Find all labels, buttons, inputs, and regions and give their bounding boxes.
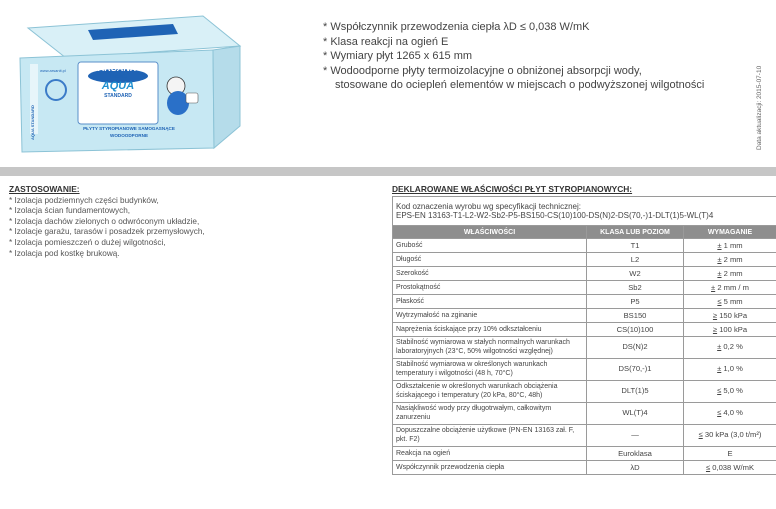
requirement-value: 1 mm <box>721 241 743 250</box>
table-row <box>393 359 776 381</box>
requirement-value: 30 kPa (3,0 t/m²) <box>702 430 762 440</box>
requirement-operator: ≤ <box>717 408 722 418</box>
table-row <box>393 323 776 337</box>
requirement-operator: ± <box>717 342 722 352</box>
property-requirement <box>684 309 776 323</box>
table-row <box>393 239 776 253</box>
property-name: Szerokość <box>393 267 587 281</box>
requirement-value: 150 kPa <box>717 311 748 320</box>
property-class: DS(N)2 <box>587 337 684 359</box>
header-requirement: WYMAGANIE <box>684 226 776 239</box>
property-class: L2 <box>587 253 684 267</box>
requirement-value: 5 mm <box>721 297 743 306</box>
spec-code-value: EPS-EN 13163-T1-L2-W2-Sb2-P5-BS150-CS(10)100-DS(N)2-DS(70,-)1-DLT(1)5-WL(T)4 <box>396 211 714 220</box>
requirement-value: 2 mm <box>721 255 743 264</box>
requirement-operator: ± <box>717 241 722 250</box>
property-class: λD <box>587 461 684 475</box>
property-requirement <box>684 267 776 281</box>
spec-code-cell <box>393 197 776 226</box>
requirement-value: 0,038 W/mK <box>710 463 755 472</box>
requirement-value: 100 kPa <box>717 325 748 334</box>
update-date: Data aktualizacji: 2015-07-10 <box>756 65 763 150</box>
header-property: WŁAŚCIWOŚCI <box>393 226 587 239</box>
product-caption1: PŁYTY STYROPIANOWE SAMOGASNĄCE <box>83 126 175 131</box>
product-brand: ARSANIT <box>98 63 138 73</box>
feature-item: * Klasa reakcji na ogień E <box>323 35 449 48</box>
product-image <box>8 8 246 158</box>
requirement-operator: ≤ <box>717 386 722 396</box>
property-requirement <box>684 359 776 381</box>
property-class: DLT(1)5 <box>587 381 684 403</box>
requirement-operator: ± <box>717 269 722 278</box>
property-name: Stabilność wymiarowa w stałych normalnych warunkach laboratoryjnych (23°C, 50% wilgotności względnej) <box>393 337 587 359</box>
property-requirement <box>684 295 776 309</box>
application-item: * Izolacja ścian fundamentowych, <box>9 206 131 216</box>
requirement-operator: ≤ <box>717 297 722 306</box>
feature-item: stosowane do ociepleń elementów w miejscach o podwyższonej wilgotności <box>335 79 705 91</box>
properties-table <box>392 196 776 475</box>
property-class: Sb2 <box>587 281 684 295</box>
table-row <box>393 381 776 403</box>
requirement-value: 2 mm / m <box>715 283 749 292</box>
application-item: * Izolacje garażu, tarasów i posadzek przemysłowych, <box>9 227 205 237</box>
header-class: KLASA LUB POZIOM <box>587 226 684 239</box>
table-row <box>393 253 776 267</box>
table-row <box>393 403 776 425</box>
application-item: * Izolacja pod kostkę brukową. <box>9 248 120 258</box>
feature-item: * Współczynnik przewodzenia ciepła λD ≤ 0,038 W/mK <box>323 21 590 33</box>
property-name: Nasiąkliwość wody przy długotrwałym, całkowitym zanurzeniu <box>393 403 587 425</box>
applications-title: ZASTOSOWANIE: <box>9 184 80 194</box>
property-requirement <box>684 253 776 267</box>
property-name: Dopuszczalne obciążenie użytkowe (PN-EN 13163 zał. F, pkt. F2) <box>393 425 587 447</box>
product-line2: AQUA <box>101 80 135 92</box>
property-class: Euroklasa <box>587 447 684 461</box>
property-requirement <box>684 425 776 447</box>
product-line3: STANDARD <box>104 93 132 99</box>
feature-item: * Wymiary płyt 1265 x 615 mm <box>323 50 473 62</box>
requirement-operator: ≤ <box>705 463 711 472</box>
application-item: * Izolacja pomieszczeń o dużej wilgotności, <box>9 237 166 247</box>
table-row <box>393 447 776 461</box>
property-requirement <box>684 403 776 425</box>
requirement-operator: ≥ <box>712 325 718 334</box>
property-requirement <box>684 239 776 253</box>
requirement-operator: ≤ <box>698 430 703 440</box>
property-name: Reakcja na ogień <box>393 447 587 461</box>
property-name: Wytrzymałość na zginanie <box>393 309 587 323</box>
property-class: BS150 <box>587 309 684 323</box>
property-name: Odkształcenie w określonych warunkach obciążenia ściskającego i temperatury (20 kPa, 80°C, 48h) <box>393 381 587 403</box>
property-requirement <box>684 323 776 337</box>
requirement-value: E <box>727 449 733 458</box>
property-name: Grubość <box>393 239 587 253</box>
requirement-operator: ± <box>711 283 716 292</box>
property-name: Stabilność wymiarowa w określonych warunkach temperatury i wilgotności (48 h, 70°C) <box>393 359 587 381</box>
property-class: CS(10)100 <box>587 323 684 337</box>
product-website: www.arsanit.pl <box>40 68 66 73</box>
table-row <box>393 295 776 309</box>
property-class: WL(T)4 <box>587 403 684 425</box>
property-name: Współczynnik przewodzenia ciepła <box>393 461 587 475</box>
table-row <box>393 281 776 295</box>
property-name: Naprężenia ściskające przy 10% odkształceniu <box>393 323 587 337</box>
applications-section <box>9 184 369 259</box>
requirement-value: 1,0 % <box>721 364 743 374</box>
requirement-value: 2 mm <box>721 269 743 278</box>
property-requirement <box>684 447 776 461</box>
table-row <box>393 267 776 281</box>
application-item: * Izolacja podziemnych części budynków, <box>9 195 159 205</box>
property-name: Prostokątność <box>393 281 587 295</box>
section-divider <box>0 167 776 176</box>
property-class: DS(70,-)1 <box>587 359 684 381</box>
properties-title: DEKLAROWANE WŁAŚCIWOŚCI PŁYT STYROPIANOWYCH: <box>392 184 633 194</box>
requirement-operator: ≥ <box>712 311 718 320</box>
requirement-operator: ± <box>717 364 722 374</box>
table-row <box>393 309 776 323</box>
table-row <box>393 337 776 359</box>
property-name: Długość <box>393 253 587 267</box>
feature-item: * Wodoodporne płyty termoizolacyjne o obniżonej absorpcji wody, <box>323 64 642 77</box>
requirement-value: 0,2 % <box>721 342 743 352</box>
requirement-value: 5,0 % <box>721 386 743 396</box>
property-class: W2 <box>587 267 684 281</box>
feature-list <box>323 20 743 93</box>
property-class: — <box>587 425 684 447</box>
property-requirement <box>684 281 776 295</box>
requirement-value: 4,0 % <box>721 408 743 418</box>
property-name: Płaskość <box>393 295 587 309</box>
product-caption2: WODOODPORNE <box>109 133 149 138</box>
product-side-label: AQUA STANDARD <box>30 105 35 140</box>
property-class: P5 <box>587 295 684 309</box>
property-requirement <box>684 381 776 403</box>
product-line1: TERMO <box>108 74 128 80</box>
spec-code-label: Kod oznaczenia wyrobu wg specyfikacji technicznej: <box>396 201 581 211</box>
table-row <box>393 425 776 447</box>
property-requirement <box>684 337 776 359</box>
property-class: T1 <box>587 239 684 253</box>
property-requirement <box>684 461 776 475</box>
application-item: * Izolacja dachów zielonych o odwróconym układzie, <box>9 216 200 226</box>
requirement-operator: ± <box>717 255 722 264</box>
table-row <box>393 461 776 475</box>
